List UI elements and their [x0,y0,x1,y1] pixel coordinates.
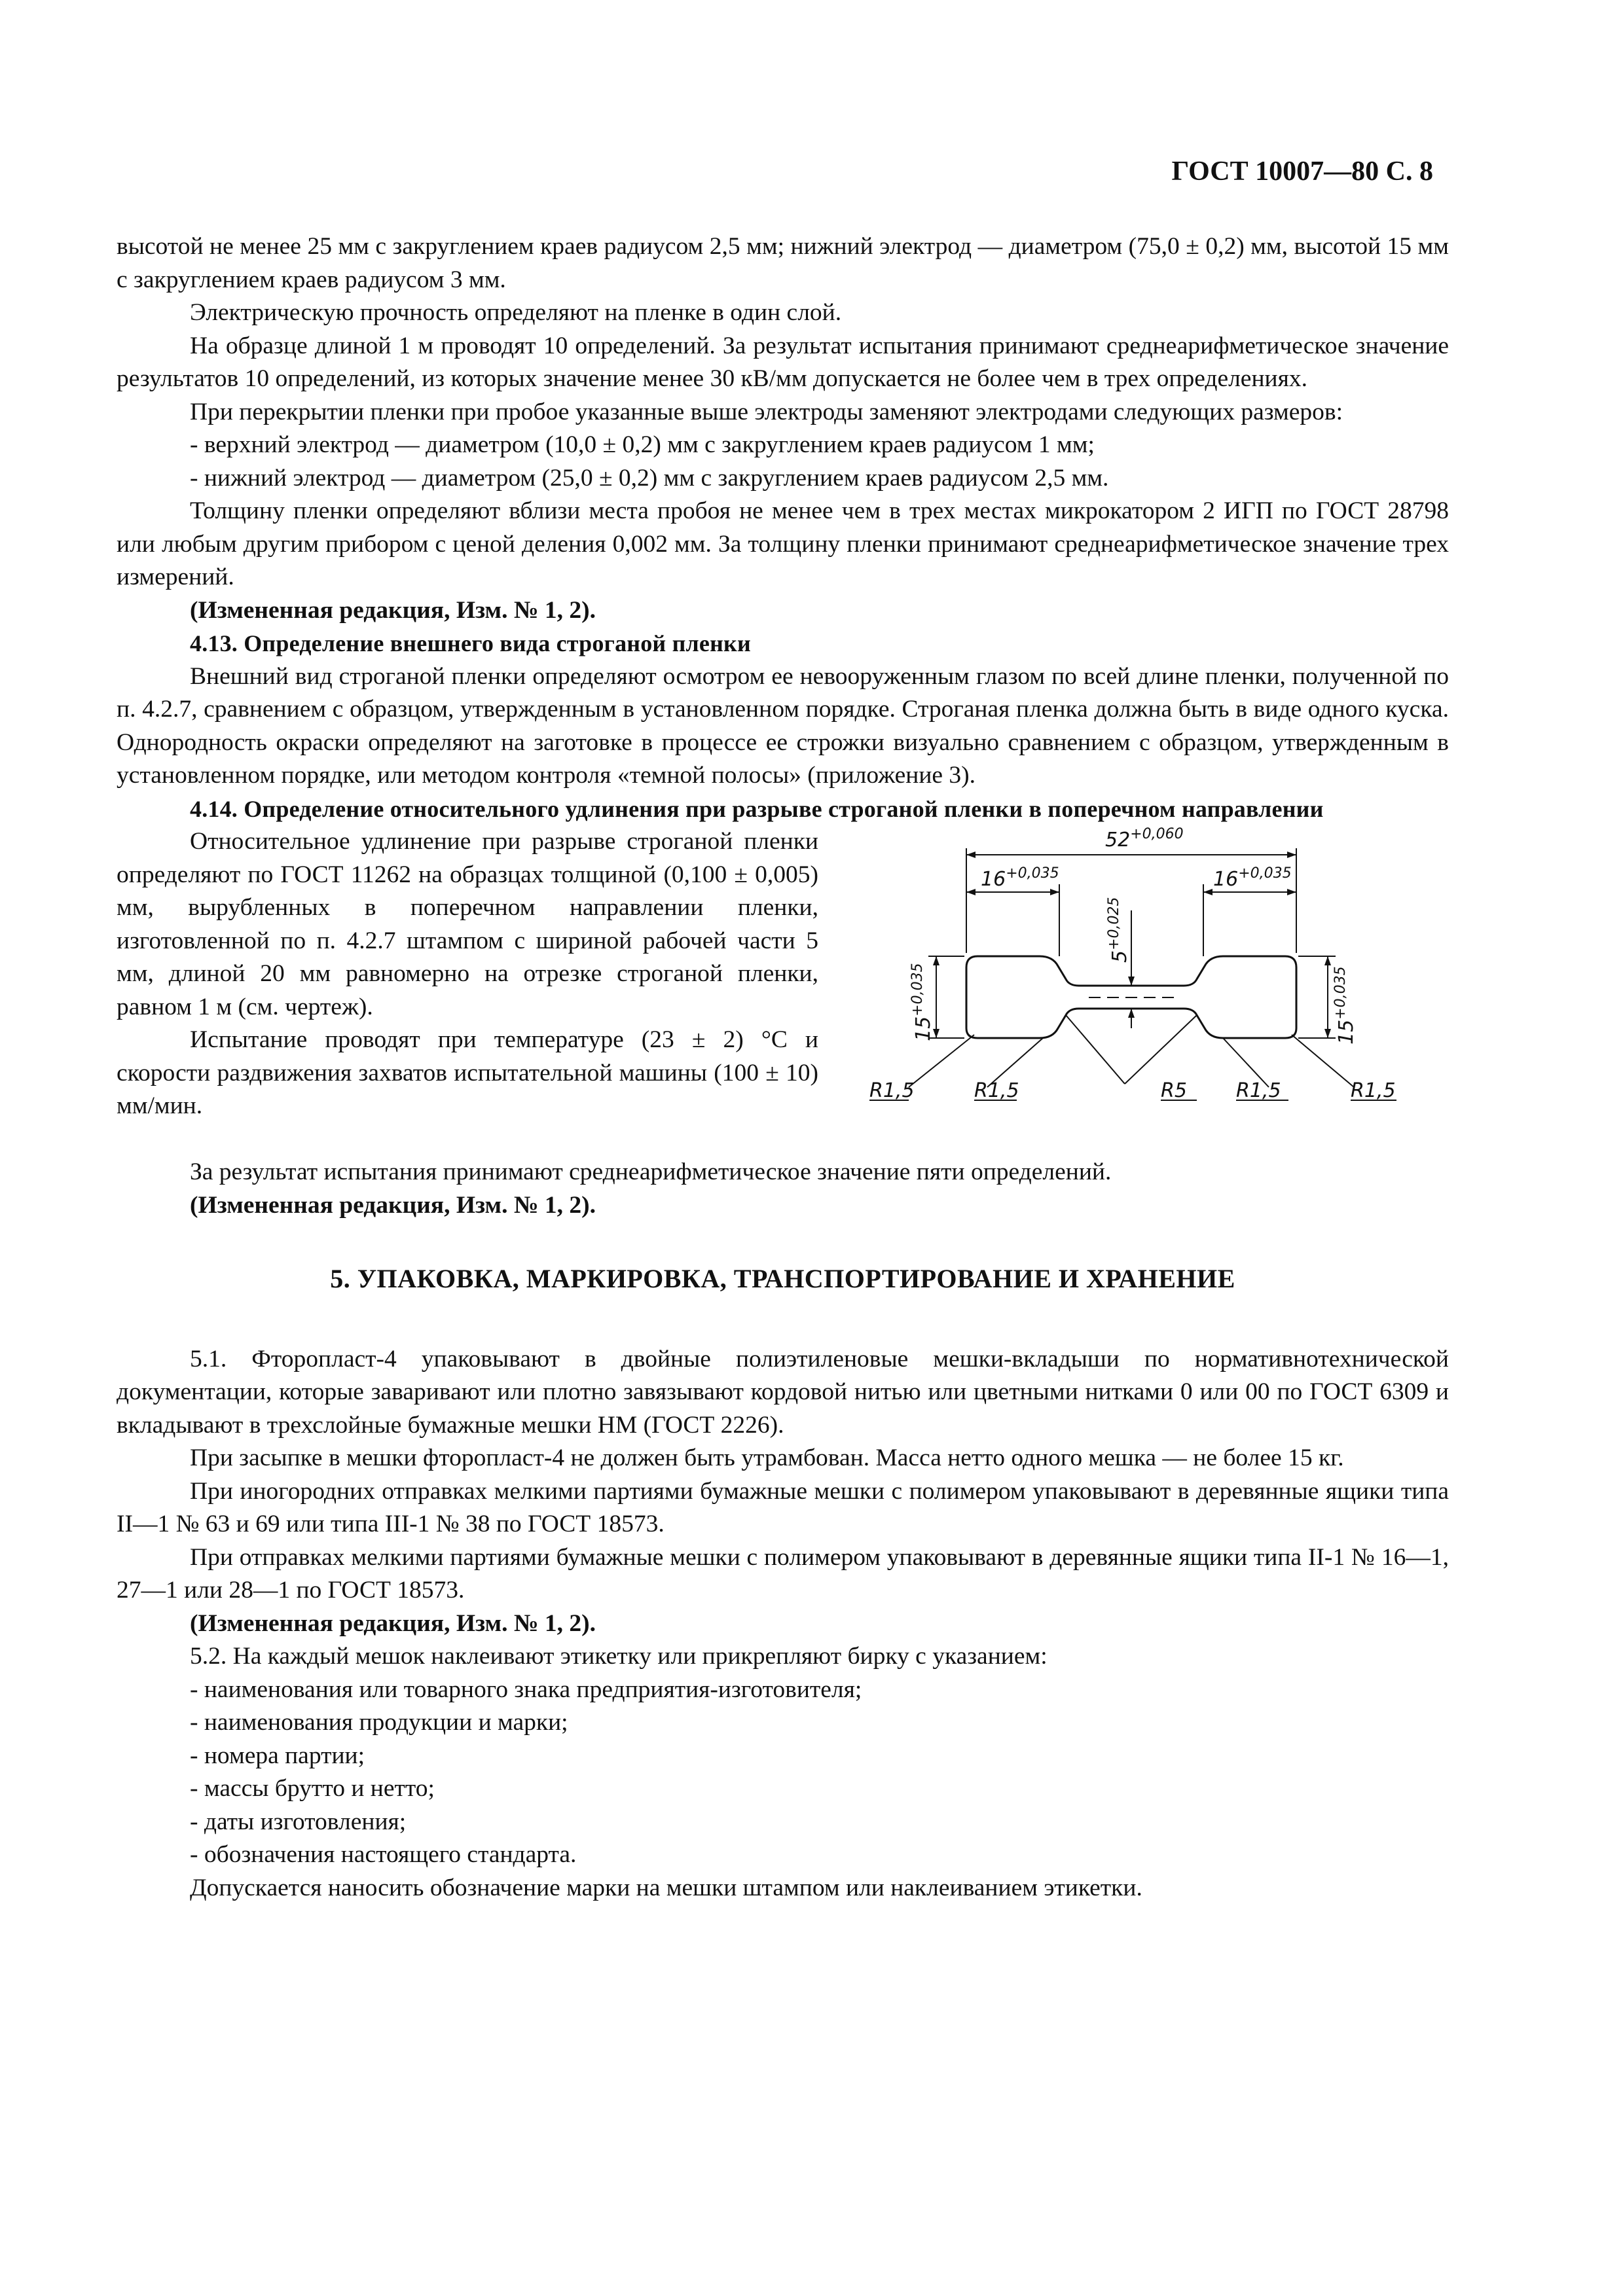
paragraph: Электрическую прочность определяют на пленке в один слой. [190,299,842,326]
paragraph: высотой не менее 25 мм с закруглением краев радиусом 2,5 мм; нижний электрод — диаметром (75,0 ± 0,2) мм, высотой 15 мм с закруглением краев радиусом 3 мм. [117,233,1449,293]
list-item: - верхний электрод — диаметром (10,0 ± 0,2) мм с закруглением краев радиусом 1 мм; [190,431,1095,458]
radius-label: R1,5 [1236,1079,1281,1102]
dim-neck-label: $5^{+0,025}$ [1106,897,1131,963]
paragraph: 5.2. На каждый мешок наклеивают этикетку или прикрепляют бирку с указанием: [190,1643,1048,1670]
revision-note: (Измененная редакция, Изм. № 1, 2). [190,1191,596,1219]
section-title: 5. УПАКОВКА, МАРКИРОВКА, ТРАНСПОРТИРОВАНИЕ И ХРАНЕНИЕ [330,1264,1235,1293]
dim-left-label: $16^{+0,035}$ [981,865,1059,891]
paragraph: 5.1. Фторопласт-4 упаковывают в двойные полиэтиленовые мешки-вкладыши по нормативнотехнической документации, которые заваривают или плотно завязывают кордовой нитью или цветными нитками 0 или 00 по ГОСТ 6309 и вкладывают в трехслойные бумажные мешки НМ (ГОСТ 2226). [117,1345,1449,1439]
paragraph: При отправках мелкими партиями бумажные мешки с полимером упаковывают в деревянные ящики типа II-1 № 16—1, 27—1 или 28—1 по ГОСТ 18573. [117,1543,1449,1604]
list-item: - массы брутто и нетто; [190,1775,435,1802]
dim-total-label: $52^{+0,060}$ [1105,826,1184,852]
revision-note: (Измененная редакция, Изм. № 1, 2). [190,596,596,624]
dim-right-label: $16^{+0,035}$ [1213,865,1292,891]
paragraph: На образце длиной 1 м проводят 10 определений. За результат испытания принимают среднеарифметическое значение результатов 10 определений, из которых значение менее 30 кВ/мм допускается не более чем в трех определениях. [117,332,1449,392]
dim-height-left-label: $15^{+0,035}$ [909,963,935,1041]
document-body [117,230,1449,1905]
left-column [117,825,818,1123]
list-item: - наименования продукции и марки; [190,1709,568,1736]
radius-label: R1,5 [1351,1079,1396,1102]
list-item: - даты изготовления; [190,1808,407,1835]
paragraph: При перекрытии пленки при пробое указанные выше электроды заменяют электродами следующих размеров: [190,398,1343,425]
list-item: - нижний электрод — диаметром (25,0 ± 0,2) мм с закруглением краев радиусом 2,5 мм. [190,464,1109,492]
page-header: ГОСТ 10007—80 С. 8 [1171,156,1433,187]
revision-note: (Измененная редакция, Изм. № 1, 2). [190,1609,596,1637]
dim-height-right-label: $15^{+0,035}$ [1332,966,1358,1045]
specimen-drawing [869,825,1459,1107]
list-item: - номера партии; [190,1742,365,1769]
radius-label: R1,5 [869,1079,915,1102]
paragraph: Относительное удлинение при разрыве строганой пленки определяют по ГОСТ 11262 на образцах толщиной (0,100 ± 0,005) мм, вырубленных в поперечном направлении пленки, изготовленной по п. 4.2.7 штампом с шириной рабочей части 5 мм, длиной 20 мм равномерно на отрезке строганой пленки, равном 1 м (см. чертеж). [117,828,818,1020]
text-with-drawing [117,825,1449,1156]
paragraph: Испытание проводят при температуре (23 ± 2) °С и скорости раздвижения захватов испытательной машины (100 ± 10) мм/мин. [117,1026,818,1119]
paragraph: При иногородних отправках мелкими партиями бумажные мешки с полимером упаковывают в деревянные ящики типа II—1 № 63 и 69 или типа III-1 № 38 по ГОСТ 18573. [117,1477,1449,1537]
paragraph: За результат испытания принимают среднеарифметическое значение пяти определений. [190,1158,1112,1185]
radius-label: R1,5 [974,1079,1019,1102]
list-item: - обозначения настоящего стандарта. [190,1841,577,1868]
radius-label: R5 [1161,1079,1187,1102]
clause-heading-4-13: 4.13. Определение внешнего вида строганой пленки [190,630,751,656]
clause-heading-4-14: 4.14. Определение относительного удлинения при разрыве строганой пленки в поперечном направлении [190,795,1324,822]
paragraph: Внешний вид строганой пленки определяют осмотром ее невооруженным глазом по всей длине пленки, полученной по п. 4.2.7, сравнением с образцом, утвержденным в установленном порядке. Строганая пленка должна быть в виде одного куска. Однородность окраски определяют на заготовке в процессе ее строжки визуально сравнением с образцом, утвержденным в установленном порядке, или методом контроля «темной полосы» (приложение 3). [117,662,1449,789]
paragraph: Толщину пленки определяют вблизи места пробоя не менее чем в трех местах микрокатором 2 ИГП по ГОСТ 28798 или любым другим прибором с ценой деления 0,002 мм. За толщину пленки принимают среднеарифметическое значение трех измерений. [117,497,1449,590]
list-item: - наименования или товарного знака предприятия-изготовителя; [190,1676,862,1703]
paragraph: Допускается наносить обозначение марки на мешки штампом или наклеиванием этикетки. [190,1874,1142,1901]
paragraph: При засыпке в мешки фторопласт-4 не должен быть утрамбован. Масса нетто одного мешка — не более 15 кг. [190,1444,1344,1471]
